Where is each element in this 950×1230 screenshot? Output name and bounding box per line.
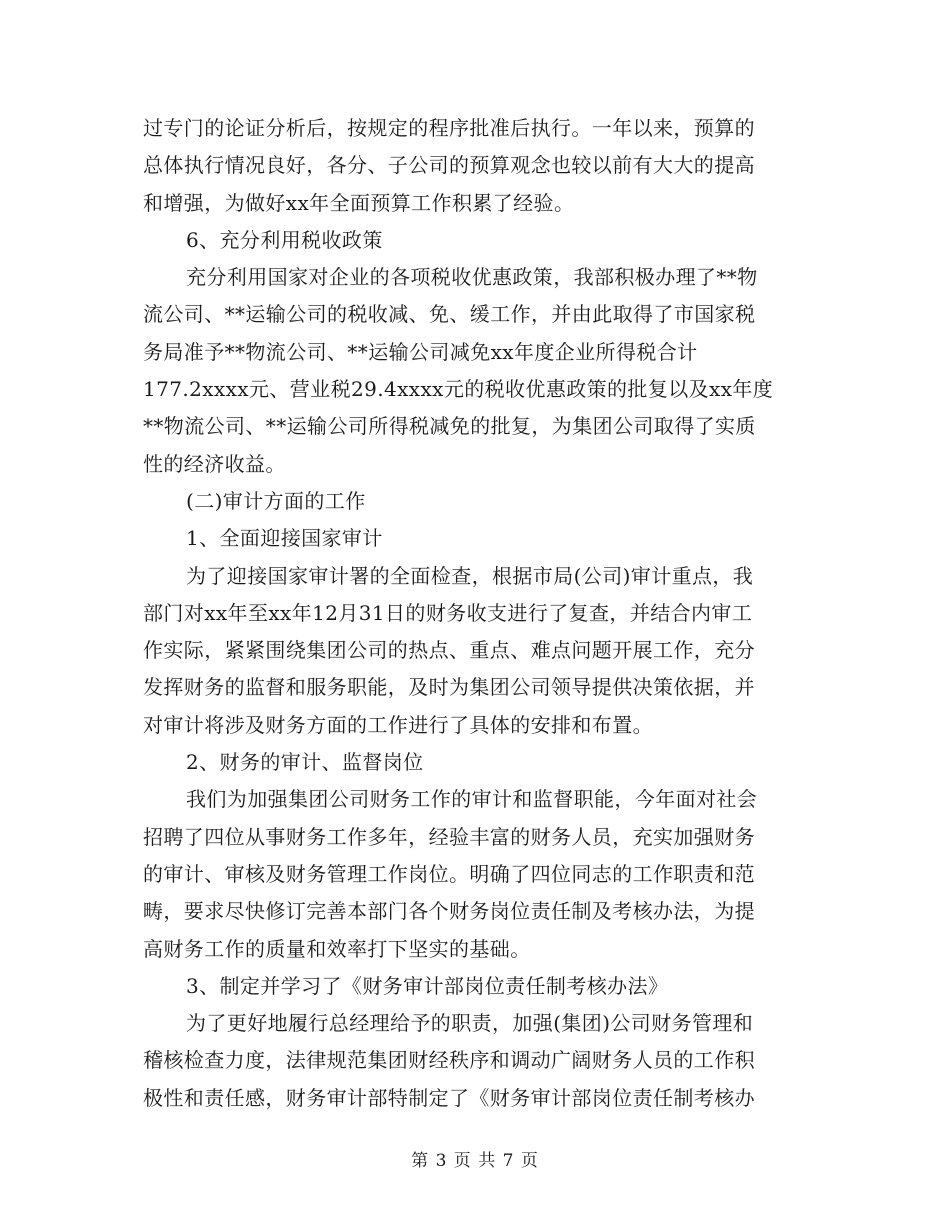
text-line: 为了更好地履行总经理给予的职责，加强(集团)公司财务管理和	[186, 1011, 754, 1036]
text-line: 和增强，为做好xx年全面预算工作积累了经验。	[143, 190, 575, 215]
text-line: (二)审计方面的工作	[186, 488, 366, 513]
text-line: 为了迎接国家审计署的全面检查，根据市局(公司)审计重点，我	[186, 563, 754, 588]
page-footer: 第 3 页 共 7 页	[411, 1151, 539, 1171]
text-line: 发挥财务的监督和服务职能，及时为集团公司领导提供决策依据，并	[143, 675, 755, 700]
text-line: **物流公司、**运输公司所得税减免的批复，为集团公司取得了实质	[143, 414, 756, 439]
text-line: 2、财务的审计、监督岗位	[186, 750, 424, 775]
text-line: 流公司、**运输公司的税收减、免、缓工作，并由此取得了市国家税	[143, 302, 756, 327]
text-line: 对审计将涉及财务方面的工作进行了具体的安排和布置。	[143, 712, 653, 737]
text-line: 部门对xx年至xx年12月31日的财务收支进行了复查，并结合内审工	[143, 600, 753, 625]
text-line: 务局准予**物流公司、**运输公司减免xx年度企业所得税合计	[143, 339, 698, 364]
text-line: 6、充分利用税收政策	[186, 227, 383, 252]
text-line: 过专门的论证分析后，按规定的程序批准后执行。一年以来，预算的	[143, 116, 755, 140]
text-line: 性的经济收益。	[143, 451, 286, 476]
text-line: 3、制定并学习了《财务审计部岗位责任制考核办法》	[186, 973, 669, 998]
text-line: 的审计、审核及财务管理工作岗位。明确了四位同志的工作职责和范	[143, 861, 755, 886]
text-line: 稽核检查力度，法律规范集团财经秩序和调动广阔财务人员的工作积	[143, 1048, 755, 1073]
text-line: 1、全面迎接国家审计	[186, 526, 383, 551]
text-line: 总体执行情况良好，各分、子公司的预算观念也较以前有大大的提高	[143, 153, 755, 178]
text-line: 充分利用国家对企业的各项税收优惠政策，我部积极办理了**物	[186, 265, 758, 290]
text-line: 招聘了四位从事财务工作多年，经验丰富的财务人员，充实加强财务	[143, 824, 755, 849]
text-line: 我们为加强集团公司财务工作的审计和监督职能，今年面对社会	[186, 787, 758, 812]
text-line: 畴，要求尽快修订完善本部门各个财务岗位责任制及考核办法，为提	[143, 899, 755, 924]
text-line: 高财务工作的质量和效率打下坚实的基础。	[143, 936, 531, 961]
text-line: 作实际，紧紧围绕集团公司的热点、重点、难点问题开展工作，充分	[143, 638, 755, 663]
document-body	[143, 110, 808, 1117]
text-line: 177.2xxxx元、营业税29.4xxxx元的税收优惠政策的批复以及xx年度	[143, 377, 774, 402]
text-line: 极性和责任感，财务审计部特制定了《财务审计部岗位责任制考核办	[143, 1085, 755, 1110]
